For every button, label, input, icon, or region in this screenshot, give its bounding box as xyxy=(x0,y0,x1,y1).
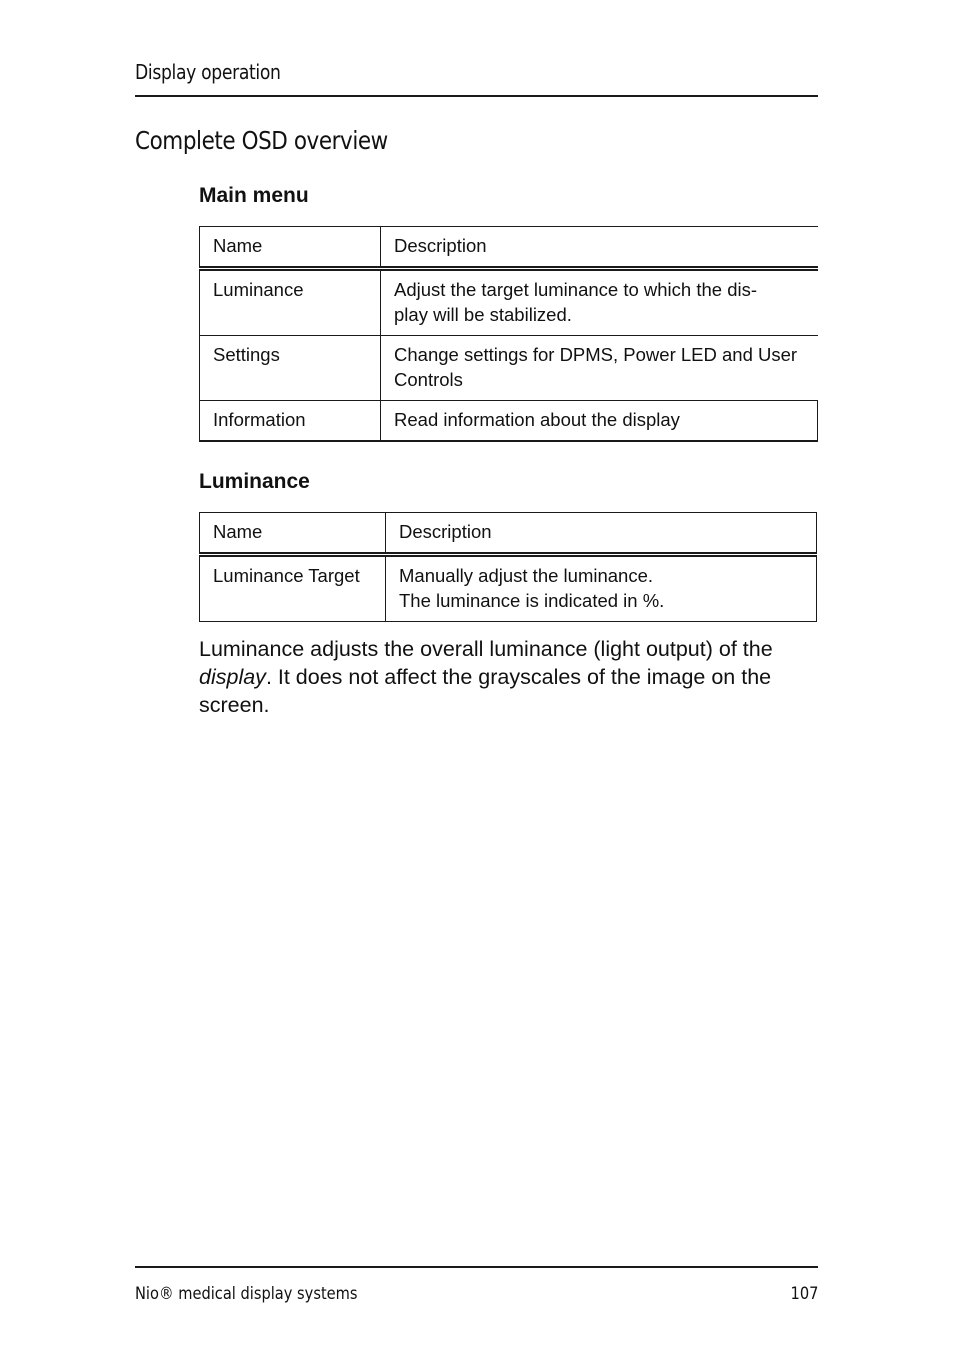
column-header-description: Description xyxy=(381,227,818,269)
table-header-row xyxy=(200,513,817,555)
row-description: Manually adjust the luminance. The luminance is indicated in %. xyxy=(386,555,817,622)
footer-rule xyxy=(135,1266,818,1268)
row-name: Settings xyxy=(200,336,381,401)
running-header xyxy=(135,60,818,97)
row-description: Adjust the target luminance to which the dis- play will be stabilized. xyxy=(381,269,818,336)
row-name: Luminance xyxy=(200,269,381,336)
column-header-description: Description xyxy=(386,513,817,555)
body-text-start: Luminance adjusts the overall luminance (light output) of the xyxy=(199,637,773,661)
table-header-row xyxy=(200,227,818,269)
row-description: Read information about the display xyxy=(381,401,818,442)
table-row xyxy=(200,269,818,336)
main-menu-table xyxy=(199,226,818,442)
row-name: Information xyxy=(200,401,381,442)
body-text-end: . It does not affect the grayscales of the image on the screen. xyxy=(199,665,772,717)
table-row xyxy=(200,336,818,401)
footer-product-name: Nio® medical display systems xyxy=(135,1284,358,1304)
running-header-title: Display operation xyxy=(135,60,281,84)
luminance-explanation xyxy=(199,635,799,719)
main-menu-heading: Main menu xyxy=(199,184,309,207)
row-name: Luminance Target xyxy=(200,555,386,622)
column-header-name: Name xyxy=(200,227,381,269)
table-row xyxy=(200,401,818,442)
body-text-emphasis: display xyxy=(199,665,266,689)
luminance-heading: Luminance xyxy=(199,470,310,493)
row-description: Change settings for DPMS, Power LED and User Controls xyxy=(381,336,818,401)
page-number: 107 xyxy=(790,1284,818,1304)
page-title: Complete OSD overview xyxy=(135,126,388,155)
table-row xyxy=(200,555,817,622)
luminance-table xyxy=(199,512,817,622)
column-header-name: Name xyxy=(200,513,386,555)
